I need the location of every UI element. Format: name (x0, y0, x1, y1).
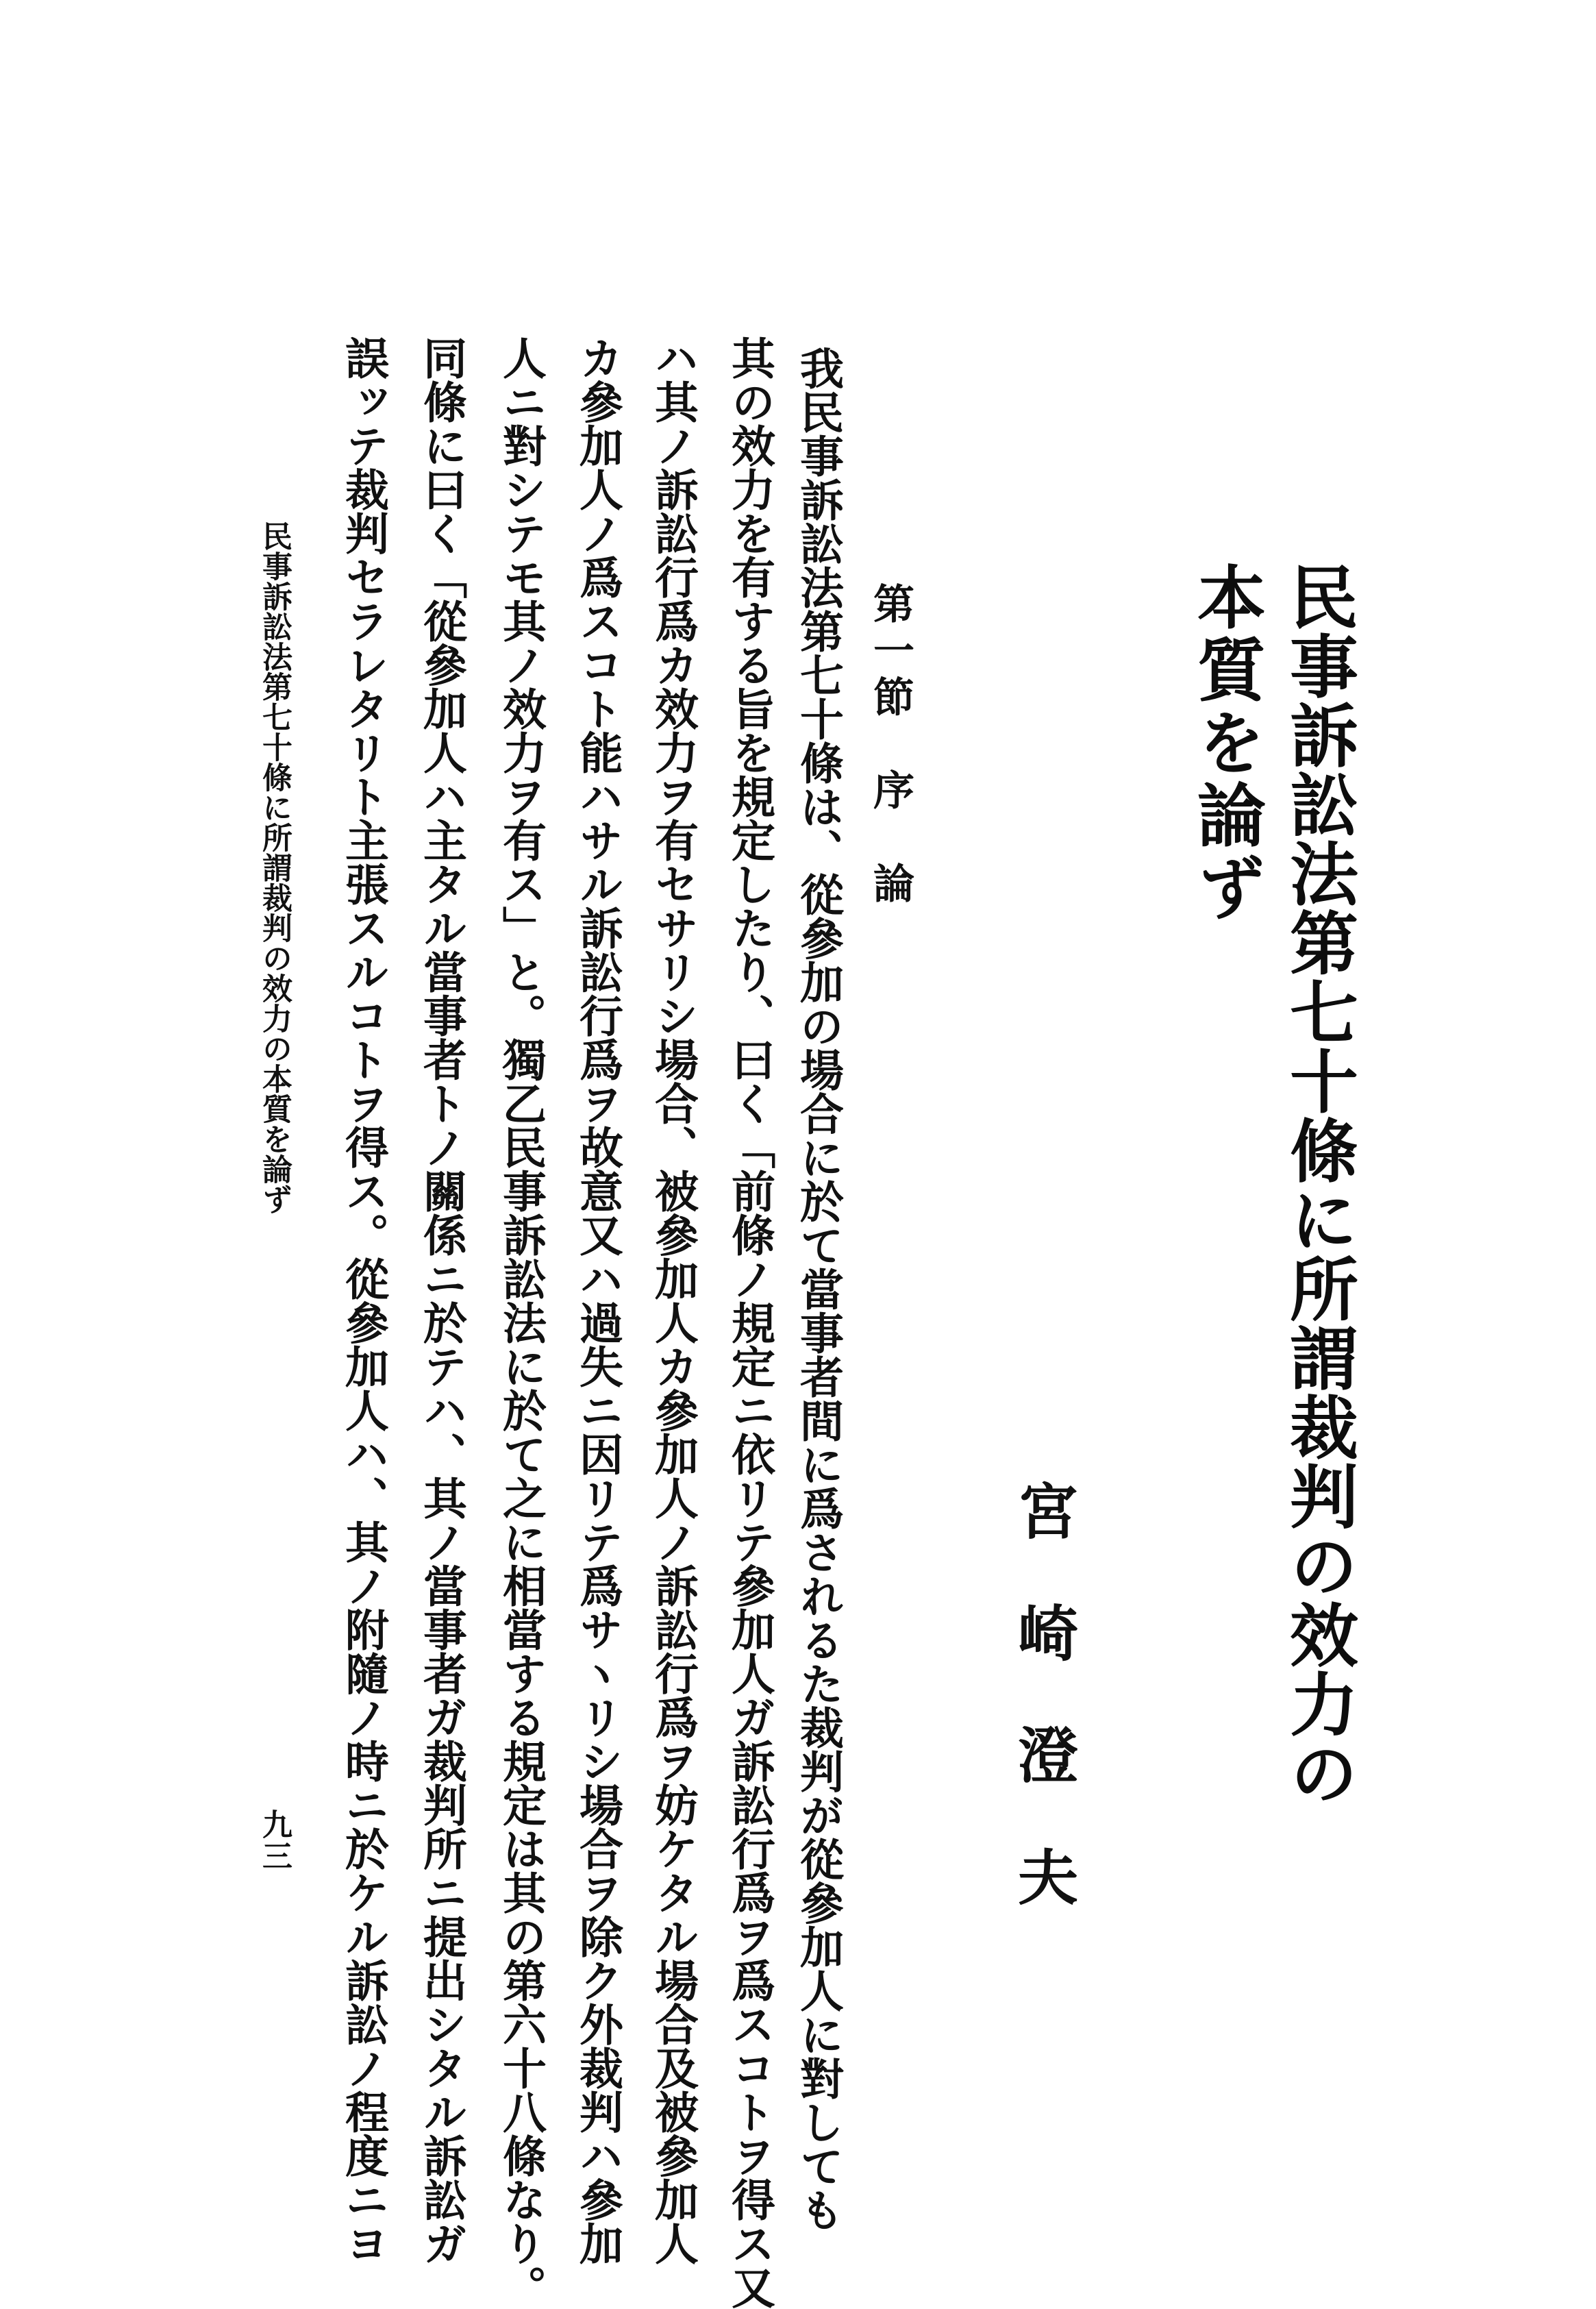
article-title-line-1: 民事訴訟法第七十條に所謂裁判の效力の (1278, 562, 1359, 1807)
page-number: 九三 (257, 1809, 292, 1872)
body-line-5: 人ニ對シテモ其ノ效力ヲ有ス」と。獨乙民事訴訟法に於て之に相當する規定は其の第六十八條なり。 (495, 336, 547, 2309)
article-title-line-2: 本質を論ず (1186, 562, 1267, 925)
body-line-3: ハ其ノ訴訟行爲カ效力ヲ有セサリシ場合、被參加人カ參加人ノ訴訟行爲ヲ妨ケタル場合及被參加人 (647, 336, 699, 2265)
body-line-1: 我民事訴訟法第七十條は、從參加の場合に於て當事者間に爲されるた裁判が從參加人に對しても (793, 346, 844, 2232)
body-line-2: 其の效力を有する旨を規定したり、曰く「前條ノ規定ニ依リテ參加人ガ訴訟行爲ヲ爲スコトヲ得ス又 (724, 336, 775, 2309)
body-line-4: カ參加人ノ爲スコト能ハサル訴訟行爲ヲ故意又ハ過失ニ因リテ爲サヽリシ場合ヲ除ク外裁判ハ參加 (572, 336, 623, 2265)
running-title: 民事訴訟法第七十條に所謂裁判の效力の本質を論ず (257, 521, 292, 1214)
section-heading: 第一節 序 論 (866, 582, 914, 909)
body-line-6: 同條に曰く「從參加人ハ主タル當事者トノ關係ニ於テハ、其ノ當事者ガ裁判所ニ提出シタル訴訟ガ (416, 336, 467, 2265)
body-line-7: 誤ッテ裁判セラレタリト主張スルコトヲ得ス。從參加人ハ、其ノ附隨ノ時ニ於ケル訴訟ノ程度ニヨ (338, 336, 389, 2265)
author-name: 宮崎澄夫 (1008, 1480, 1080, 1968)
